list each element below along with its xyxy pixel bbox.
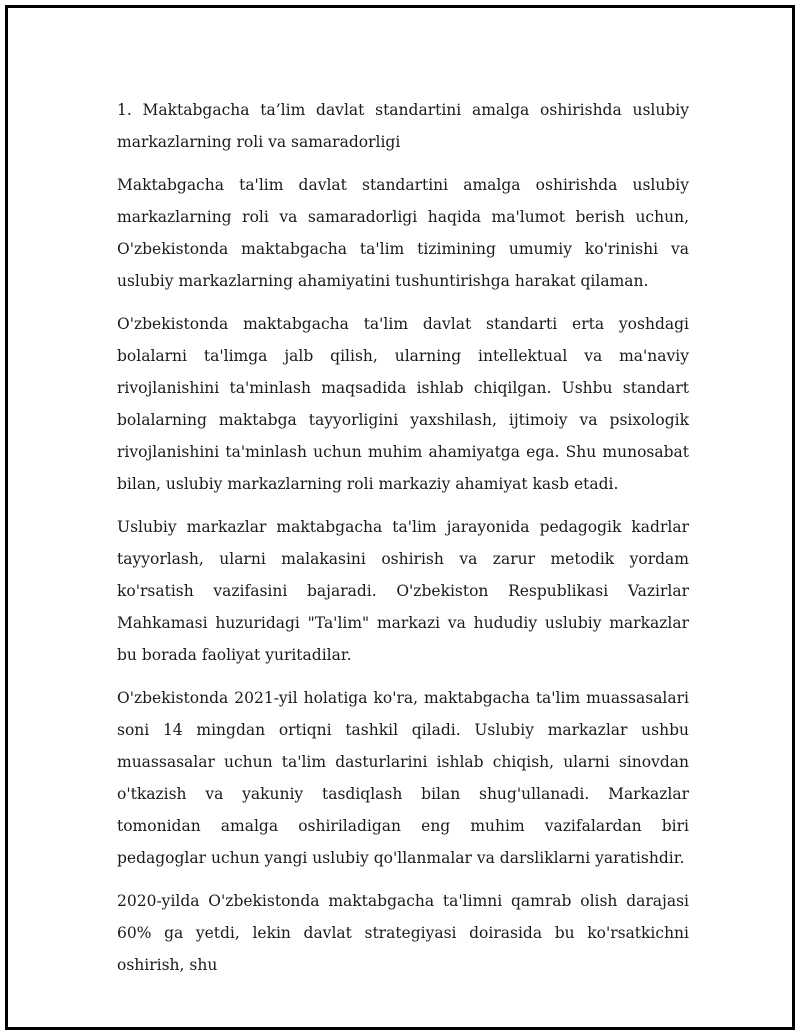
page-frame bbox=[5, 5, 795, 1030]
paragraph-3: Uslubiy markazlar maktabgacha ta'lim jarayonida pedagogik kadrlar tayyorlash, ularni malakasini oshirish va zarur metodik yordam ko'rsatish vazifasini bajaradi. O'zbekiston Respublikasi Vazirlar Mahkamasi huzuridagi "Ta'lim" markazi va hududiy uslubiy markazlar bu borada faoliyat yuritadilar. bbox=[117, 518, 689, 664]
section-heading: 1. Maktabgacha ta’lim davlat standartini amalga oshirishda uslubiy markazlarning roli va samaradorligi bbox=[117, 101, 689, 151]
document-body bbox=[117, 94, 689, 992]
paragraph-4: O'zbekistonda 2021-yil holatiga ko'ra, maktabgacha ta'lim muassasalari soni 14 mingdan ortiqni tashkil qiladi. Uslubiy markazlar ushbu muassasalar uchun ta'lim dasturlarini ishlab chiqish, ularni sinovdan o'tkazish va yakuniy tasdiqlash bilan shug'ullanadi. Markazlar tomonidan amalga oshiriladigan eng muhim vazifalardan biri pedagoglar uchun yangi uslubiy qo'llanmalar va darsliklarni yaratishdir. bbox=[117, 689, 689, 867]
paragraph-5: 2020-yilda O'zbekistonda maktabgacha ta'limni qamrab olish darajasi 60% ga yetdi, lekin davlat strategiyasi doirasida bu ko'rsatkichni oshirish, shu bbox=[117, 892, 689, 974]
paragraph-1: Maktabgacha ta'lim davlat standartini amalga oshirishda uslubiy markazlarning roli va samaradorligi haqida ma'lumot berish uchun, O'zbekistonda maktabgacha ta'lim tizimining umumiy ko'rinishi va uslubiy markazlarning ahamiyatini tushuntirishga harakat qilaman. bbox=[117, 176, 689, 290]
paragraph-2: O'zbekistonda maktabgacha ta'lim davlat standarti erta yoshdagi bolalarni ta'limga jalb qilish, ularning intellektual va ma'naviy rivojlanishini ta'minlash maqsadida ishlab chiqilgan. Ushbu standart bolalarning maktabga tayyorligini yaxshilash, ijtimoiy va psixologik rivojlanishini ta'minlash uchun muhim ahamiyatga ega. Shu munosabat bilan, uslubiy markazlarning roli markaziy ahamiyat kasb etadi. bbox=[117, 315, 689, 493]
